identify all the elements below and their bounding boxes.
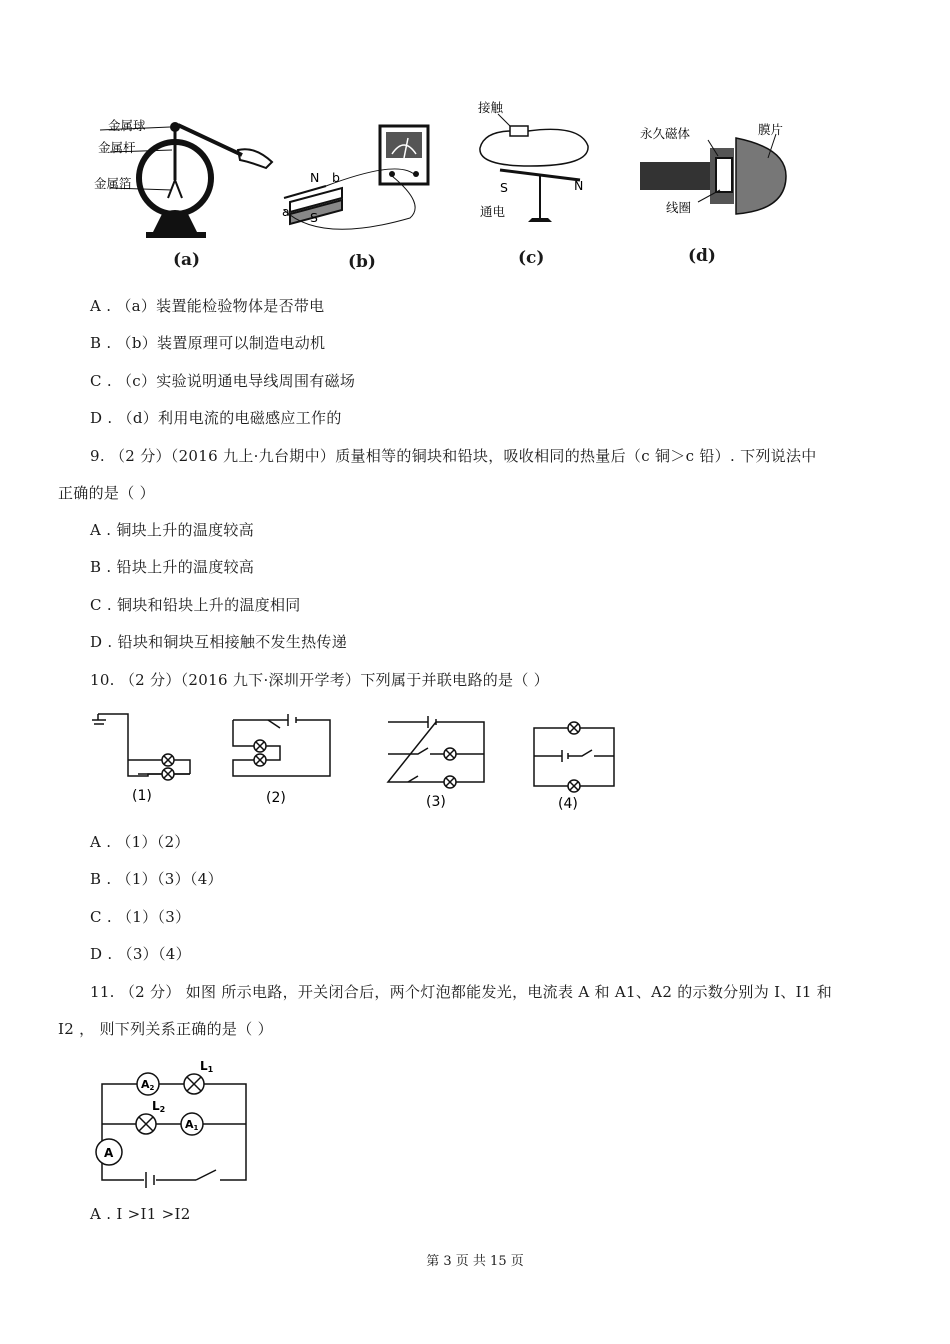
figure-a-caption: (a) — [173, 250, 201, 270]
figure-c-oersted — [470, 96, 610, 276]
label-n: N — [574, 178, 584, 193]
circuit-2 — [233, 714, 330, 776]
figure-b-induction — [280, 118, 450, 278]
q8-option-d: D . （d）利用电流的电磁感应工作的 — [90, 409, 342, 427]
figure-b-caption: (b) — [348, 252, 376, 272]
q10-option-d: D . （3）（4） — [90, 945, 191, 963]
q11-battery-switch — [144, 1170, 220, 1188]
q11-lamp-l2 — [136, 1099, 165, 1134]
label-s-pole: S — [310, 210, 318, 225]
circuit-1 — [92, 714, 190, 780]
circuit-3-label: (3) — [426, 794, 446, 810]
svg-text:L2: L2 — [152, 1099, 166, 1114]
svg-text:L1: L1 — [200, 1059, 214, 1074]
q11-circuit — [88, 1052, 268, 1192]
q11-option-a: A . I >I1 >I2 — [90, 1205, 191, 1223]
q10-option-b: B . （1）（3）（4） — [90, 870, 223, 888]
q10-circuits — [88, 708, 628, 818]
label-b: b — [332, 170, 340, 185]
q10-option-a: A . （1）（2） — [90, 833, 190, 851]
label-n-pole: N — [310, 170, 320, 185]
q9-option-a: A . 铜块上升的温度较高 — [90, 521, 255, 539]
q10-option-c: C . （1）（3） — [90, 908, 191, 926]
label-coil: 线圈 — [666, 200, 692, 215]
label-diaphragm: 膜片 — [758, 122, 784, 137]
q9-stem-line2: 正确的是（ ） — [58, 484, 155, 502]
q11-stem-line2: I2 ， 则下列关系正确的是（ ） — [58, 1020, 273, 1038]
electroscope-drawing — [90, 110, 280, 250]
induction-drawing — [280, 118, 450, 238]
circuit-4 — [534, 722, 614, 792]
label-permanent-magnet: 永久磁体 — [640, 126, 691, 141]
svg-text:A: A — [104, 1146, 114, 1160]
label-metal-foil: 金属箔 — [94, 176, 132, 191]
circuit-1-label: (1) — [132, 788, 152, 804]
circuit-4-label: (4) — [558, 796, 578, 812]
oersted-drawing — [470, 96, 610, 236]
q11-stem-line1: 11. （2 分） 如图 所示电路，开关闭合后，两个灯泡都能发光，电流表 A 和 A1、A2 的示数分别为 I、I1 和 — [90, 983, 833, 1001]
label-metal-ball: 金属球 — [108, 118, 146, 133]
figure-a-electroscope — [90, 110, 280, 280]
q9-option-c: C . 铜块和铅块上升的温度相同 — [90, 596, 301, 614]
figure-c-caption: (c) — [518, 248, 545, 268]
label-s: S — [500, 180, 508, 195]
label-energized: 通电 — [480, 204, 506, 219]
figure-d-microphone — [636, 118, 806, 278]
svg-text:A2: A2 — [141, 1078, 155, 1092]
circuit-3 — [388, 716, 484, 788]
microphone-drawing — [636, 118, 806, 228]
page-footer: 第 3 页 共 15 页 — [426, 1254, 524, 1269]
q11-lamp-l1 — [184, 1059, 214, 1094]
q11-ammeter-a2 — [137, 1073, 159, 1095]
label-contact: 接触 — [478, 100, 504, 115]
q8-option-c: C . （c）实验说明通电导线周围有磁场 — [90, 372, 356, 390]
q9-option-b: B . 铅块上升的温度较高 — [90, 558, 255, 576]
label-metal-rod: 金属杆 — [98, 140, 136, 155]
q8-option-a: A . （a）装置能检验物体是否带电 — [90, 297, 325, 315]
q11-ammeter-a1 — [181, 1113, 203, 1135]
q11-ammeter-a — [96, 1139, 122, 1165]
q9-option-d: D . 铅块和铜块互相接触不发生热传递 — [90, 633, 348, 651]
q10-circuit-diagrams — [88, 708, 628, 818]
circuit-2-label: (2) — [266, 790, 286, 806]
label-a: a — [282, 204, 290, 219]
q10-stem: 10. （2 分）（2016 九下·深圳开学考）下列属于并联电路的是（ ） — [90, 671, 550, 689]
q8-option-b: B . （b）装置原理可以制造电动机 — [90, 334, 326, 352]
q11-circuit-diagram — [88, 1052, 268, 1192]
svg-text:A1: A1 — [185, 1118, 199, 1132]
figure-d-caption: (d) — [688, 246, 716, 266]
q9-stem-line1: 9. （2 分）（2016 九上·九台期中）质量相等的铜块和铅块，吸收相同的热量后（c 铜＞c 铅）. 下列说法中 — [90, 447, 817, 465]
